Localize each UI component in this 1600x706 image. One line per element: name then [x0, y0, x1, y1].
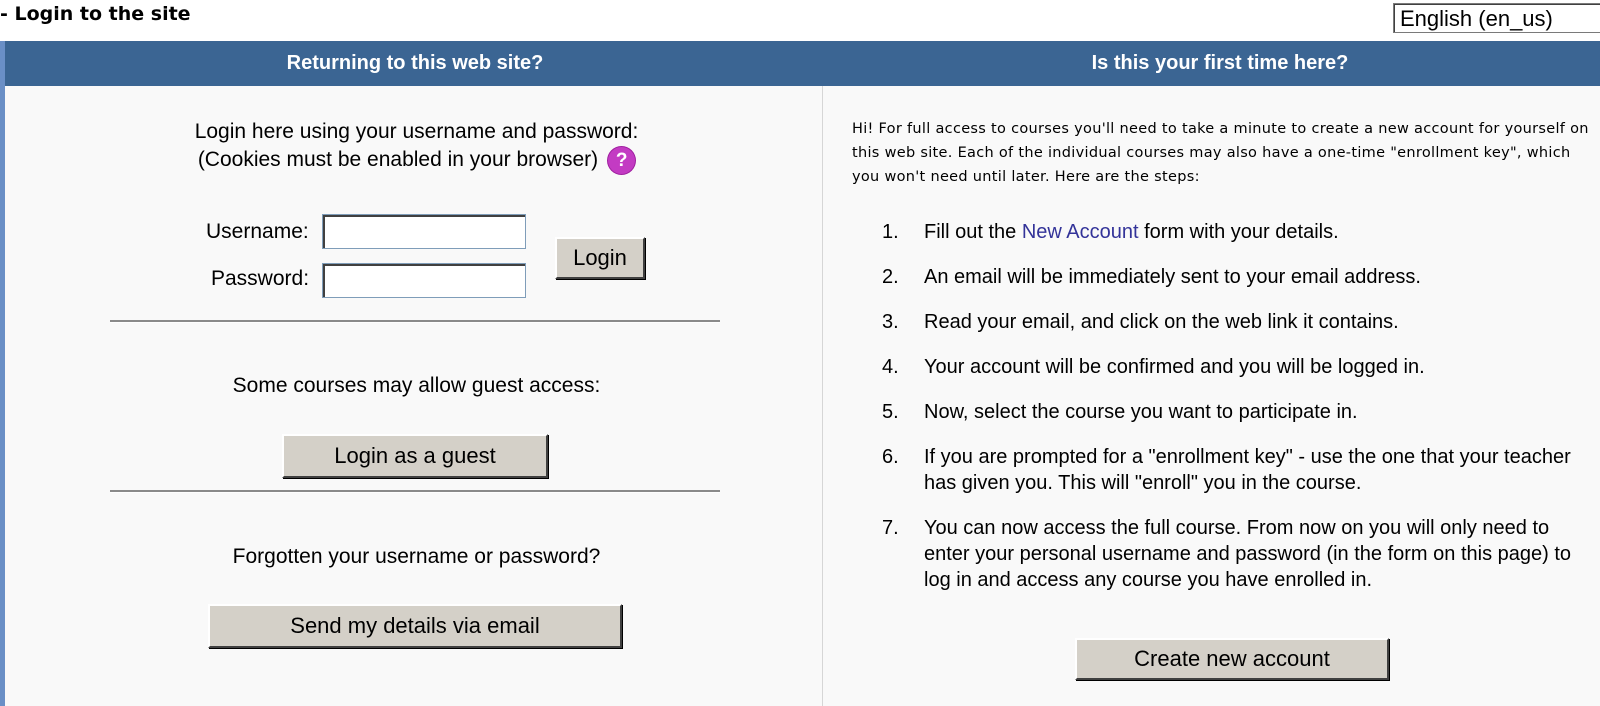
list-item: [852, 219, 1594, 245]
returning-header: Returning to this web site?: [286, 52, 544, 74]
step-number: 5.: [882, 401, 899, 423]
login-intro: [0, 118, 833, 174]
language-select[interactable]: English (en_us): [1393, 3, 1600, 33]
step-text: Your account will be confirmed and you will be logged in.: [924, 356, 1425, 378]
password-field[interactable]: [322, 263, 526, 298]
list-item: [852, 515, 1594, 593]
step-text: Read your email, and click on the web link it contains.: [924, 311, 1399, 333]
list-item: [852, 354, 1594, 380]
new-account-intro: Hi! For full access to courses you'll need to take a minute to create a new account for yourself on this web site. Each of the individual courses may also have a one-time "enrollment key", which you won't need until later. Here are the steps:: [852, 121, 1589, 185]
step-text: An email will be immediately sent to your email address.: [924, 266, 1421, 288]
username-label: Username:: [206, 220, 309, 243]
guest-access-text: Some courses may allow guest access:: [232, 374, 601, 397]
step-text: Now, select the course you want to participate in.: [924, 401, 1358, 423]
login-intro-line2-wrap: [0, 146, 833, 174]
step-number: 7.: [882, 517, 899, 539]
steps-list: [852, 219, 1594, 612]
step-number: 3.: [882, 311, 899, 333]
login-guest-button[interactable]: Login as a guest: [282, 434, 548, 478]
send-details-button[interactable]: Send my details via email: [208, 604, 622, 648]
create-account-button[interactable]: Create new account: [1075, 638, 1389, 680]
username-field[interactable]: [322, 214, 526, 249]
list-item: [852, 444, 1594, 496]
cookies-note: (Cookies must be enabled in your browser): [197, 148, 599, 171]
login-header-bar: [5, 41, 1600, 86]
list-item: [852, 399, 1594, 425]
first-time-header: Is this your first time here?: [1091, 52, 1349, 74]
login-button[interactable]: Login: [555, 237, 645, 279]
step-text: If you are prompted for a "enrollment key" - use the one that your teacher has given you. This will "enroll" you in the course.: [924, 446, 1571, 494]
password-label: Password:: [211, 267, 310, 290]
step-text: form with your details.: [1138, 221, 1339, 243]
help-icon[interactable]: ?: [608, 147, 635, 174]
list-item: [852, 264, 1594, 290]
login-intro-line1: Login here using your username and password:: [194, 120, 639, 143]
step-text: You can now access the full course. From now on you will only need to enter your personal username and password (in the form on this page) to log in and access any course you have enrolled in.: [924, 517, 1572, 591]
divider-line: [110, 490, 720, 493]
forgot-password-text: Forgotten your username or password?: [232, 545, 601, 568]
step-text: Fill out the: [924, 221, 1022, 243]
step-number: 2.: [882, 266, 899, 288]
list-item: [852, 309, 1594, 335]
step-number: 1.: [882, 221, 899, 243]
new-account-link[interactable]: New Account: [1021, 221, 1139, 243]
divider-line: [110, 320, 720, 323]
step-number: 4.: [882, 356, 899, 378]
page-breadcrumb: - Login to the site: [0, 3, 191, 25]
step-number: 6.: [882, 446, 899, 468]
